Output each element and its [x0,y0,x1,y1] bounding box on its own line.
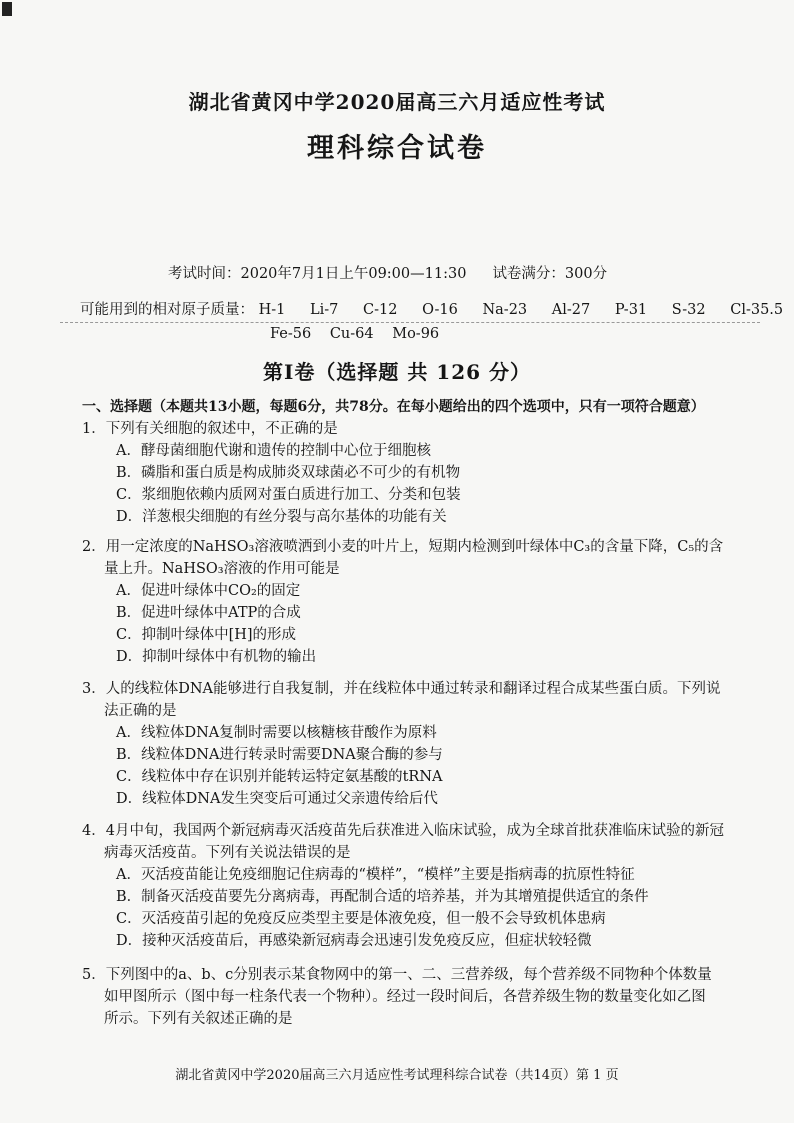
option-c: C．抑制叶绿体中[H]的形成 [116,627,297,643]
option-d: D．线粒体DNA发生突变后可通过父亲遗传给后代 [116,791,438,807]
atomic-masses-row-2 [270,326,453,342]
question-stem: 4．4月中旬，我国两个新冠病毒灭活疫苗先后获准进入临床试验，成为全球首批获准临床试验的新冠 [82,823,724,839]
page-footer: 湖北省黄冈中学2020届高三六月适应性考试理科综合试卷（共14页）第 1 页 [175,1068,619,1083]
full-score: 试卷满分：300分 [492,266,608,282]
option-b: B．磷脂和蛋白质是构成肺炎双球菌必不可少的有机物 [116,465,461,481]
option-d: D．抑制叶绿体中有机物的输出 [116,649,317,665]
question-stem: 3．人的线粒体DNA能够进行自我复制，并在线粒体中通过转录和翻译过程合成某些蛋白质。下列说 [82,681,721,697]
atomic-mass: Fe-56 [270,326,312,342]
atomic-masses-row-1 [80,298,794,319]
option-a: A．酵母菌细胞代谢和遗传的控制中心位于细胞核 [116,443,431,459]
option-a: A．线粒体DNA复制时需要以核糖核苷酸作为原料 [116,725,437,741]
option-c: C．浆细胞依赖内质网对蛋白质进行加工、分类和包装 [116,487,461,503]
option-d: D．接种灭活疫苗后，再感染新冠病毒会迅速引发免疫反应，但症状较轻微 [116,933,592,949]
question-stem: 1．下列有关细胞的叙述中，不正确的是 [82,421,338,437]
option-c: C．线粒体中存在识别并能转运特定氨基酸的tRNA [116,769,443,785]
atomic-mass: H-1 [258,302,286,318]
exam-info [168,262,607,283]
question-stem: 5．下列图中的a、b、c分别表示某食物网中的第一、二、三营养级，每个营养级不同物种个体数量 [82,967,712,983]
section-title: 第Ⅰ卷（选择题 共 126 分） [263,360,531,384]
atomic-mass: S-32 [671,302,706,318]
atomic-masses-label: 可能用到的相对原子质量： [80,302,254,318]
section-instructions: 一、选择题（本题共13小题，每题6分，共78分。在每小题给出的四个选项中，只有一项符合题意） [82,399,705,415]
scan-corner-mark [2,2,12,16]
atomic-mass: Mo-96 [392,326,440,342]
question-stem-cont: 法正确的是 [104,703,177,719]
atomic-mass: P-31 [614,302,648,318]
question-stem-cont: 如甲图所示（图中每一柱条代表一个物种）。经过一段时间后，各营养级生物的数量变化如乙图 [104,989,706,1005]
option-a: A．促进叶绿体中CO₂的固定 [116,583,301,599]
atomic-mass: Na-23 [482,302,528,318]
atomic-mass: C-12 [363,302,398,318]
atomic-mass: Li-7 [310,302,339,318]
question-stem-cont: 量上升。NaHSO₃溶液的作用可能是 [104,561,340,577]
exam-time: 考试时间：2020年7月1日上午09:00—11:30 [168,266,467,282]
question-stem-cont: 病毒灭活疫苗。下列有关说法错误的是 [104,845,351,861]
dotted-divider [60,322,760,323]
question-4 [82,820,724,952]
exam-title: 湖北省黄冈中学2020届高三六月适应性考试 [188,90,606,114]
question-stem-cont: 所示。下列有关叙述正确的是 [104,1011,293,1027]
atomic-mass: O-16 [422,302,458,318]
option-c: C．灭活疫苗引起的免疫反应类型主要是体液免疫，但一般不会导致机体患病 [116,911,606,927]
option-d: D．洋葱根尖细胞的有丝分裂与高尔基体的功能有关 [116,509,447,525]
question-5 [82,964,712,1030]
question-stem: 2．用一定浓度的NaHSO₃溶液喷洒到小麦的叶片上，短期内检测到叶绿体中C₃的含量下降，C₅的含 [82,539,724,555]
atomic-mass: Al-27 [551,302,591,318]
question-3 [82,678,721,810]
atomic-mass: Cu-64 [329,326,374,342]
question-1 [82,418,461,528]
option-a: A．灭活疫苗能让免疫细胞记住病毒的“模样”，“模样”主要是指病毒的抗原性特征 [116,867,635,883]
question-2 [82,536,723,668]
exam-subtitle: 理科综合试卷 [307,133,487,164]
atomic-mass: Cl-35.5 [730,302,784,318]
option-b: B．促进叶绿体中ATP的合成 [116,605,301,621]
option-b: B．制备灭活疫苗要先分离病毒，再配制合适的培养基，并为其增殖提供适宜的条件 [116,889,649,905]
option-b: B．线粒体DNA进行转录时需要DNA聚合酶的参与 [116,747,443,763]
